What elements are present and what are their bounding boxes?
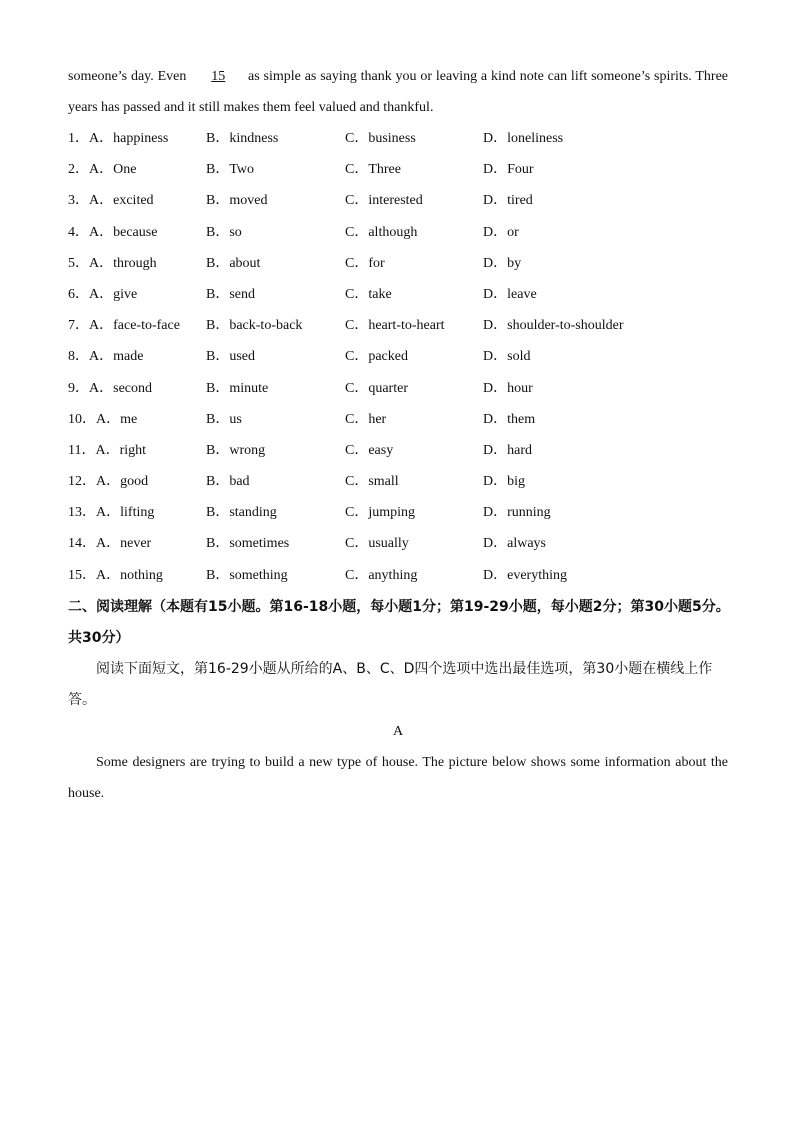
question-option-row bbox=[68, 310, 728, 341]
option-b bbox=[206, 341, 255, 372]
option-a-text: good bbox=[120, 474, 149, 490]
question-option-row bbox=[68, 373, 728, 404]
option-b-label: B． bbox=[206, 411, 230, 427]
option-c bbox=[345, 404, 386, 435]
option-c bbox=[345, 466, 399, 497]
option-c bbox=[345, 560, 417, 591]
question-option-row bbox=[68, 497, 728, 528]
option-c-text: business bbox=[368, 131, 416, 146]
option-d-text: hard bbox=[507, 442, 533, 458]
option-a-label: 7．A． bbox=[68, 318, 114, 334]
option-c-text: easy bbox=[368, 442, 394, 458]
option-b-label: B． bbox=[206, 318, 230, 334]
option-c-label: C． bbox=[345, 505, 369, 521]
option-a-label: 8．A． bbox=[68, 349, 114, 365]
option-d-label: D． bbox=[483, 536, 508, 552]
option-b-label: B． bbox=[206, 474, 230, 490]
option-c-text: take bbox=[368, 286, 392, 302]
option-b-text: so bbox=[229, 224, 242, 240]
option-d bbox=[483, 528, 546, 559]
option-b-text: about bbox=[229, 255, 261, 271]
option-c bbox=[345, 123, 416, 154]
option-c-text: jumping bbox=[368, 505, 416, 521]
option-c-label: C． bbox=[345, 411, 369, 427]
option-a-text: made bbox=[113, 349, 144, 365]
option-d-label: D． bbox=[483, 162, 508, 178]
option-d-label: D． bbox=[483, 349, 508, 365]
option-d-label: D． bbox=[483, 567, 508, 583]
option-b-text: Two bbox=[229, 162, 255, 178]
option-c-label: C． bbox=[345, 318, 369, 334]
option-a bbox=[68, 185, 154, 216]
option-a-text: me bbox=[120, 411, 138, 427]
option-c-text: anything bbox=[368, 567, 418, 583]
passage-text-before-blank: someone’s day. Even bbox=[68, 69, 187, 84]
option-d bbox=[483, 123, 563, 154]
option-a-text: through bbox=[113, 255, 157, 271]
option-b bbox=[206, 466, 250, 497]
option-c-label: C． bbox=[345, 162, 369, 178]
option-b-label: B． bbox=[206, 380, 230, 396]
option-d-label: D． bbox=[483, 380, 508, 396]
option-b-text: kindness bbox=[229, 131, 279, 146]
option-c-text: heart-to-heart bbox=[368, 318, 445, 334]
option-b-text: minute bbox=[229, 380, 269, 396]
option-a-label: 12．A． bbox=[68, 474, 121, 490]
option-a-label: 15．A． bbox=[68, 567, 121, 583]
option-c bbox=[345, 154, 401, 185]
option-d-label: D． bbox=[483, 255, 508, 271]
option-b-label: B． bbox=[206, 536, 230, 552]
question-option-row bbox=[68, 248, 728, 279]
option-c-text: packed bbox=[368, 349, 408, 365]
option-c-text: small bbox=[368, 474, 399, 490]
option-b-text: used bbox=[229, 349, 256, 365]
option-d-label: D． bbox=[483, 474, 508, 490]
option-d-text: tired bbox=[507, 193, 533, 209]
option-d bbox=[483, 373, 533, 404]
passage-text-after-blank: as simple as saying thank you or leaving a kind note can lift someone’s spirits. Three years has passed and it still makes them feel valued and thankful. bbox=[68, 69, 728, 115]
option-a-text: never bbox=[120, 536, 152, 552]
option-a bbox=[68, 466, 148, 497]
option-d-label: D． bbox=[483, 131, 508, 146]
option-b-text: back-to-back bbox=[229, 318, 303, 334]
option-b bbox=[206, 497, 277, 528]
option-c-label: C． bbox=[345, 286, 369, 302]
option-a-label: 10．A． bbox=[68, 411, 121, 427]
option-a bbox=[68, 123, 168, 154]
option-d-text: big bbox=[507, 474, 526, 490]
option-b bbox=[206, 560, 288, 591]
question-option-row bbox=[68, 123, 728, 154]
option-a-label: 1．A． bbox=[68, 131, 114, 146]
option-d bbox=[483, 248, 521, 279]
option-a bbox=[68, 373, 152, 404]
option-c-text: interested bbox=[368, 193, 423, 209]
option-c bbox=[345, 373, 408, 404]
option-c-label: C． bbox=[345, 193, 369, 209]
option-a bbox=[68, 435, 146, 466]
option-a-text: nothing bbox=[120, 567, 163, 583]
option-b bbox=[206, 248, 260, 279]
option-c-label: C． bbox=[345, 567, 369, 583]
option-b bbox=[206, 310, 302, 341]
cloze-passage-ending bbox=[68, 61, 728, 123]
question-option-row bbox=[68, 435, 728, 466]
reading-passage-a: Some designers are trying to build a new type of house. The picture below shows some information about the house. bbox=[68, 755, 728, 801]
option-c-label: C． bbox=[345, 224, 369, 240]
question-option-row bbox=[68, 560, 728, 591]
option-c-text: Three bbox=[368, 162, 401, 178]
option-a-label: 3．A． bbox=[68, 193, 114, 209]
option-c bbox=[345, 279, 392, 310]
question-option-row bbox=[68, 185, 728, 216]
option-a-label: 11．A． bbox=[68, 442, 120, 458]
option-d-text: by bbox=[507, 255, 522, 271]
option-b bbox=[206, 123, 278, 154]
option-a bbox=[68, 528, 151, 559]
option-a bbox=[68, 154, 136, 185]
option-d-label: D． bbox=[483, 193, 508, 209]
question-option-row bbox=[68, 341, 728, 372]
option-d bbox=[483, 217, 519, 248]
option-a bbox=[68, 341, 143, 372]
option-a-text: second bbox=[113, 380, 153, 396]
option-b-text: moved bbox=[229, 193, 268, 209]
option-a-text: because bbox=[113, 224, 158, 240]
option-a-label: 2．A． bbox=[68, 162, 114, 178]
option-d bbox=[483, 341, 530, 372]
option-d-label: D． bbox=[483, 318, 508, 334]
option-c-text: her bbox=[368, 411, 387, 427]
option-d-text: leave bbox=[507, 286, 537, 302]
option-b-text: bad bbox=[229, 474, 250, 490]
section-two-instruction: 阅读下面短文，第16-29小题从所给的A、B、C、D四个选项中选出最佳选项，第30小题在横线上作答。 bbox=[68, 661, 713, 708]
option-a bbox=[68, 404, 137, 435]
option-a-text: face-to-face bbox=[113, 318, 180, 334]
option-d bbox=[483, 560, 567, 591]
option-d-text: shoulder-to-shoulder bbox=[507, 318, 624, 334]
option-b-label: B． bbox=[206, 349, 230, 365]
question-option-row bbox=[68, 279, 728, 310]
option-d bbox=[483, 279, 537, 310]
option-c bbox=[345, 341, 408, 372]
option-d-text: loneliness bbox=[507, 131, 564, 146]
option-d-text: Four bbox=[507, 162, 534, 178]
option-b-text: wrong bbox=[229, 442, 266, 458]
option-c bbox=[345, 310, 445, 341]
option-c-text: usually bbox=[368, 536, 409, 552]
option-c-label: C． bbox=[345, 131, 369, 146]
option-a bbox=[68, 560, 163, 591]
option-d-text: or bbox=[507, 224, 519, 240]
option-a-label: 4．A． bbox=[68, 224, 114, 240]
question-option-row bbox=[68, 528, 728, 559]
option-b-label: B． bbox=[206, 193, 230, 209]
option-d-text: sold bbox=[507, 349, 531, 365]
option-b-label: B． bbox=[206, 224, 230, 240]
cloze-options-list bbox=[68, 123, 728, 591]
option-d-label: D． bbox=[483, 224, 508, 240]
option-c-label: C． bbox=[345, 442, 369, 458]
option-b bbox=[206, 279, 255, 310]
option-c bbox=[345, 497, 415, 528]
question-option-row bbox=[68, 404, 728, 435]
option-a bbox=[68, 248, 157, 279]
option-a-label: 14．A． bbox=[68, 536, 121, 552]
option-a-text: give bbox=[113, 286, 138, 302]
option-d-label: D． bbox=[483, 286, 508, 302]
option-d bbox=[483, 154, 534, 185]
question-option-row bbox=[68, 154, 728, 185]
option-c-label: C． bbox=[345, 349, 369, 365]
option-c-text: although bbox=[368, 224, 418, 240]
option-b-label: B． bbox=[206, 567, 230, 583]
option-b bbox=[206, 528, 289, 559]
option-d-text: running bbox=[507, 505, 551, 521]
question-option-row bbox=[68, 466, 728, 497]
option-b-text: standing bbox=[229, 505, 277, 521]
option-c bbox=[345, 217, 417, 248]
option-a-label: 6．A． bbox=[68, 286, 114, 302]
option-c-label: C． bbox=[345, 474, 369, 490]
passage-part-label: A bbox=[392, 724, 404, 739]
question-option-row bbox=[68, 217, 728, 248]
option-a bbox=[68, 217, 157, 248]
option-d bbox=[483, 497, 551, 528]
option-c bbox=[345, 185, 423, 216]
option-b bbox=[206, 373, 268, 404]
option-c bbox=[345, 248, 385, 279]
option-b bbox=[206, 217, 242, 248]
option-a bbox=[68, 279, 137, 310]
option-d bbox=[483, 404, 535, 435]
option-d-label: D． bbox=[483, 442, 508, 458]
option-c-label: C． bbox=[345, 255, 369, 271]
option-a-label: 5．A． bbox=[68, 255, 114, 271]
option-d-text: always bbox=[507, 536, 547, 552]
option-b-label: B． bbox=[206, 505, 230, 521]
option-c-text: for bbox=[368, 255, 385, 271]
blank-15: 15 bbox=[211, 69, 226, 84]
option-b-label: B． bbox=[206, 286, 230, 302]
option-a-label: 13．A． bbox=[68, 505, 121, 521]
option-b bbox=[206, 154, 254, 185]
option-d bbox=[483, 185, 533, 216]
option-a-label: 9．A． bbox=[68, 380, 114, 396]
option-d-label: D． bbox=[483, 505, 508, 521]
option-a bbox=[68, 497, 154, 528]
option-a-text: excited bbox=[113, 193, 154, 209]
option-c bbox=[345, 528, 409, 559]
option-d-text: hour bbox=[507, 380, 533, 396]
option-c bbox=[345, 435, 393, 466]
option-b-label: B． bbox=[206, 162, 230, 178]
option-b-text: sometimes bbox=[229, 536, 290, 552]
option-c-label: C． bbox=[345, 380, 369, 396]
option-b-text: send bbox=[229, 286, 256, 302]
option-a-text: happiness bbox=[113, 131, 169, 146]
option-d-label: D． bbox=[483, 411, 508, 427]
option-d-text: everything bbox=[507, 567, 567, 583]
option-b bbox=[206, 435, 265, 466]
option-a-text: One bbox=[113, 162, 137, 178]
section-two-heading: 二、阅读理解（本题有15小题。第16-18小题，每小题1分；第19-29小题，每小题2分；第30小题5分。共30分） bbox=[68, 599, 730, 646]
option-a-text: lifting bbox=[120, 505, 155, 521]
option-b-text: something bbox=[229, 567, 288, 583]
option-a-text: right bbox=[119, 442, 147, 458]
option-d bbox=[483, 435, 532, 466]
option-a bbox=[68, 310, 180, 341]
option-d-text: them bbox=[507, 411, 536, 427]
option-b bbox=[206, 185, 267, 216]
option-d bbox=[483, 310, 624, 341]
option-c-text: quarter bbox=[368, 380, 408, 396]
option-b-label: B． bbox=[206, 255, 230, 271]
option-b-text: us bbox=[229, 411, 242, 427]
option-c-label: C． bbox=[345, 536, 369, 552]
option-b-label: B． bbox=[206, 131, 230, 146]
option-b-label: B． bbox=[206, 442, 230, 458]
option-b bbox=[206, 404, 242, 435]
option-d bbox=[483, 466, 525, 497]
